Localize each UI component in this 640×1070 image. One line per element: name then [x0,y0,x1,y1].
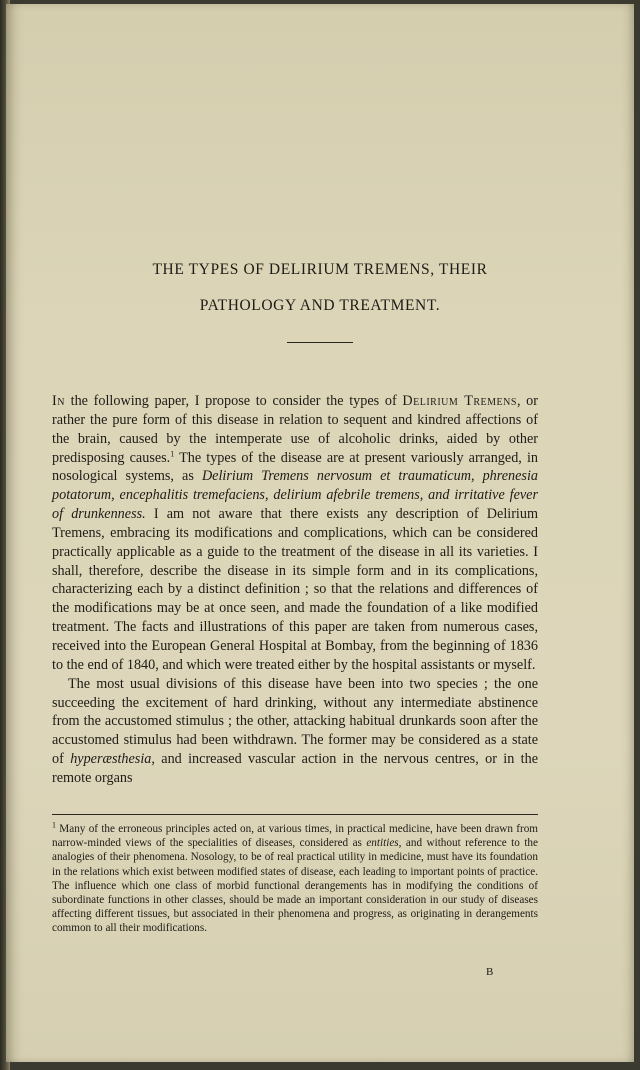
title-line-1: THE TYPES OF DELIRIUM TREMENS, THEIR [152,261,488,278]
para1-text-2: , or rather the pure form of this disease in relation to sequent and kindred affections of the brain, caused by the intemperate use of alcoholic drinks, aided by other predisposing causes. [52,393,538,466]
title-line-2: PATHOLOGY AND TREATMENT. [199,297,441,314]
footnote-text-1: Many of the erroneous principles acted on, at various times, in practical medicine, have been drawn from narrow-minded views of the specialities of diseases, considered as [52,823,538,850]
nosology-terms-italic: Delirium Tremens nervosum et traumaticum, phrenesia potatorum, encephalitis tremefaciens, delirium afebrile tremens, and irritative fever of drunkenness. [52,468,538,523]
footnote-italic: entities [366,837,399,850]
paragraph-2 [52,675,538,788]
chapter-title [6,260,634,343]
footnote-ref: 1 [170,448,175,458]
title-rule [287,342,353,343]
para2-text-2: , and increased vascular action in the nervous centres, or in the remote organs [52,751,539,786]
body-text [52,392,538,788]
disease-name-smallcaps: Delirium Tremens [402,393,517,409]
paragraph-1 [52,392,538,675]
para2-text-1: The most usual divisions of this disease have been into two species ; the one succeeding the excitement of hard drinking, without any intermediate abstinence from the accustomed stimulus ; the other, attacking habitual drunkards soon after the accustomed stimulus had been withdrawn. The former may be considered as a state of [52,675,538,768]
book-page [6,4,634,1062]
term-italic: hyperæsthesia [70,751,152,768]
footnote-text-2: , and without reference to the analogies of their phenomena. Nosology, to be of real practical utility in medicine, must have its foundation in the relations which exist between modified states of disease, each leading to important points of practice. The influence which one class of morbid functional derangements has in modifying the conditions of subordinate functions in other classes, should be made an important consideration in our study of diseases affecting different tissues, but associated in their phenomena and progress, as originating in derangements common to all their modifications. [52,837,538,935]
para1-text-4: I am not aware that there exists any description of Delirium Tremens, embracing its modifications and complications, which can be considered practically applicable as a guide to the treatment of the disease in all its varieties. I shall, therefore, describe the disease in its simple form and in its complications, characterizing each by a distinct definition ; so that the relations and differences of the modifications may be at once seen, and made the foundation of a like modified treatment. The facts and illustrations of this paper are taken from numerous cases, received into the European General Hospital at Bombay, from the beginning of 1836 to the end of 1840, and which were treated either by the hospital assistants or myself. [52,506,538,673]
footnote-rule [52,814,538,815]
footnote [52,822,538,936]
footnote-mark: 1 [52,820,56,830]
signature-mark: B [486,966,495,978]
para1-text-1: the following paper, I propose to consider the types of [64,393,403,409]
para1-text-3: The types of the disease are at present variously arranged, in nosological systems, as [52,449,538,485]
drop-word: In [52,393,65,409]
